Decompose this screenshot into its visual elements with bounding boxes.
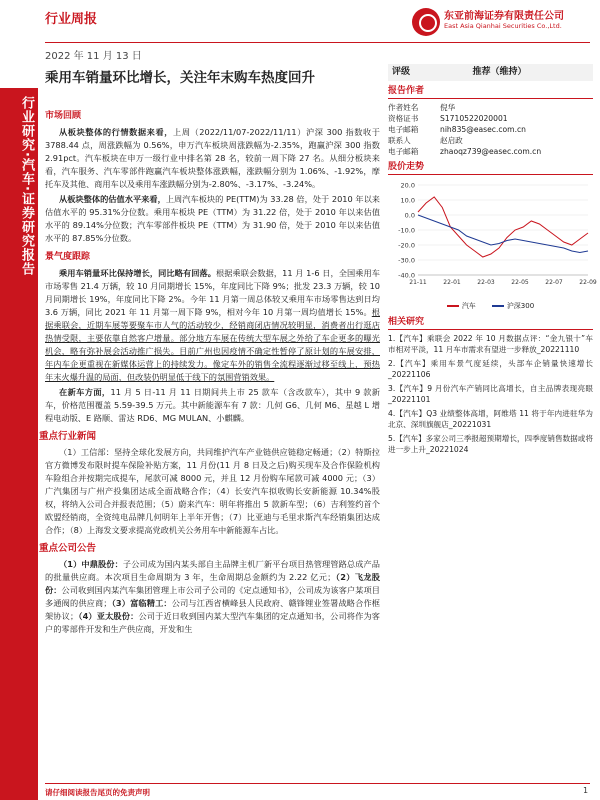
- author-row: [388, 146, 593, 157]
- author-field-label: 作者姓名: [388, 103, 419, 112]
- company-name-en: East Asia Qianhai Securities Co.,Ltd.: [444, 22, 562, 30]
- paragraph-news: （1）工信部：坚持全球化发展方向，共同维护汽车产业链供应链稳定畅通；（2）特斯拉官方微博发布限时提车保险补贴方案，11 月份(11 月 8 日及之后)购买现车及合作保险机构车险组合并按期完成提车，尾款可减 8000 元，并且 12 月份购车尾款可减 4000 元；（3）广汽集团与广州产投集团达成全面战略合作；（4）长安汽车拟收购长安新能源 10.34%股权，将纳入公司合并报表范围；（5）蔚来汽车：明年将推出 5 款新车型；（6）吉利签约首个欧盟经销商，全资纯电品牌几何明年上半年开售；（7）比亚迪与毛里求斯汽车经销集团达成合作；（8）上海发文要求提高党政机关公务用车中新能源车占比。: [45, 447, 380, 535]
- header-divider: [45, 42, 590, 43]
- report-title: 乘用车销量环比增长，关注年末购车热度回升: [45, 70, 315, 86]
- rating-value: 推荐（维持）: [472, 67, 527, 77]
- author-row: [388, 124, 593, 135]
- company-logo-icon: [412, 8, 440, 36]
- footer-divider: [45, 783, 590, 784]
- paragraph-new-cars: 在新车方面，11 月 5 日-11 月 11 日期间共上市 25 款车（含改款车），其中 9 款新车，价格范围覆盖 5.59-39.5 万元。其中新能源车有 7 款：几何 G6、几何 M6、星越 L 增程电动版、E 路顺、雷达 RD6、MG MULAN、小麒麟。: [45, 387, 380, 423]
- authors-list: [388, 102, 593, 157]
- y-tick-label: -40.0: [398, 271, 415, 280]
- sidebar-vertical-text: 行业研究·汽车·证券研究报告: [19, 96, 34, 276]
- author-field-value: 倪华: [440, 103, 456, 112]
- x-tick-label: 22-05: [511, 279, 529, 286]
- paragraph-market-2: 从板块整体的估值水平来看，上周汽车板块的 PE(TTM)为 33.28 倍，处于 2010 年以来估值水平的 95.31%分位数。乘用车板块 PE（TTM）为 31.22 倍，处于 2010 年以来估值水平的 89.14%分位数；汽车零部件板块 PE（TTM）为 31.90 倍，处于 2010 年以来估值水平的 87.85%分位数。: [45, 194, 380, 243]
- related-list: [388, 333, 593, 455]
- y-tick-label: -20.0: [398, 241, 415, 250]
- section-heading-prosperity: 景气度跟踪: [45, 252, 91, 262]
- related-heading: 相关研究: [388, 317, 593, 330]
- paragraph-sales: 乘用车销量环比保持增长，同比略有回落。根据乘联会数据，11 月 1-6 日，全国乘用车市场零售 21.4 万辆，较 10 月同期增长 15%，年度同比下降 9%；批发 23.3 万辆，较 10 月同期增长 19%，年度同比下降 2%。今年 11 月第一周总体较又乘用车市场零售达到日均 3.6 万辆，同比 2021 年 11 月第一周下降 9%，相对今年 10 月第一周均值增长 15%。根据乘联会，近期车展等要聚车市人气的活动较少，经销商闭店情况较明显，消费者出行逛店热情受限，主要依靠自然客户增量。部分地方车展在传统大型车展之外给了车企更多的曝光机会，略有弥补展会活动推广损失。目前广州也因疫情不确定性暂停了原计划的车展安排，年内车企更重视在新媒体运营上的持续发力。像定车外的销售全流程逐渐过移至线上，预热年末火爆升温的局面，但改装仍明显低于线下的氛围营销效果。: [45, 268, 380, 382]
- footer-disclaimer: 请仔细阅读报告尾页的免责声明: [45, 788, 150, 797]
- report-date: 2022 年 11 月 13 日: [45, 51, 142, 62]
- y-tick-label: -30.0: [398, 256, 415, 265]
- author-field-value: S1710522020001: [440, 114, 508, 123]
- related-report-item[interactable]: 3.【汽车】9 月份汽车产销同比高增长，自主品牌表现亮眼_20221101: [388, 384, 593, 404]
- y-tick-label: -10.0: [398, 226, 415, 235]
- related-report-item[interactable]: 5.【汽车】多家公司三季报超预期增长，四季度销售数据或将进一步上升_20221024: [388, 434, 593, 454]
- author-field-label: 电子邮箱: [388, 125, 419, 134]
- legend-item-auto: 汽车: [447, 301, 476, 312]
- related-report-item[interactable]: 2.【汽车】乘用车景气度延续，头部车企销量快速增长_20221106: [388, 359, 593, 379]
- author-field-value: 赵启政: [440, 136, 463, 145]
- x-tick-label: 22-07: [545, 279, 563, 286]
- rating-box: [388, 64, 593, 81]
- related-report-item[interactable]: 4.【汽车】Q3 业绩整体高增，阿维塔 11 将于年内进驻华为北京、深圳旗舰店_20221031: [388, 409, 593, 429]
- stock-chart-svg: [388, 179, 597, 291]
- author-field-label: 电子邮箱: [388, 147, 419, 156]
- y-tick-label: 10.0: [400, 196, 415, 205]
- main-column: [39, 104, 380, 638]
- related-report-item[interactable]: 1.【汽车】乘联会 2022 年 10 月数据点评：“金九银十”车市相对平淡，11 月车市需求有望进一步释放_20221110: [388, 334, 593, 354]
- y-tick-label: 20.0: [400, 181, 415, 190]
- author-field-value[interactable]: zhaoqz739@easec.com.cn: [440, 147, 542, 156]
- report-category: 行业周报: [45, 12, 98, 27]
- x-tick-label: 22-03: [477, 279, 495, 286]
- page-number: 1: [583, 786, 589, 795]
- section-heading-news: 重点行业新闻: [39, 431, 97, 442]
- paragraph-market-1: 从板块整体的行情数据来看，上周（2022/11/07-2022/11/11）沪深 300 指数收于 3788.44 点，周涨跌幅为 0.56%，申万汽车板块周涨跌幅为-2.35%，跑赢沪深 300 指数 2.91pct。汽车板块在申万一级行业中排名第 28 名，较前一周下降 27 名。从细分板块来看，汽车服务、汽车零部件跑赢汽车板块整体涨跌幅，涨跌幅分别为 1.06%、-1.92%，摩托车及其他、商用车以及乘用车涨跌幅分别为-2.80%、-3.17%、-3.24%。: [45, 127, 380, 189]
- x-tick-label: 22-09: [579, 279, 597, 286]
- rating-label: 评级: [392, 67, 411, 77]
- paragraph-announcements: （1）中鼎股份：子公司成为国内某头部自主品牌主机厂新平台项目热管理管路总成产品的批量供应商。本次项目生命周期为 3 年，生命周期总金额约为 2.22 亿元；（2）飞龙股份：公司收到国内某汽车集团管理上市公司子公司的《定点通知书》，公司成为该客户某项目多通阀的供应商；（3）富临精工：公司与江西省横峰县人民政府、赣锋锂业签署战略合作框架协议；（4）亚太股份：公司于近日收到国内某大型汽车集团的定点通知书，公司将作为客户的零部件开发和生产供应商，开发和生: [45, 559, 380, 634]
- author-row: [388, 135, 593, 146]
- author-field-label: 资格证书: [388, 114, 419, 123]
- x-tick-label: 21-11: [409, 279, 427, 286]
- section-heading-announcements: 重点公司公告: [39, 543, 97, 554]
- legend-item-hs300: 沪深300: [492, 301, 534, 312]
- author-field-value[interactable]: nih835@easec.com.cn: [440, 125, 526, 134]
- author-row: [388, 113, 593, 124]
- y-tick-label: 0.0: [404, 211, 415, 220]
- chart-heading: 股价走势: [388, 162, 593, 175]
- section-heading-market: 市场回顾: [45, 111, 82, 121]
- chart-legend: [388, 301, 593, 312]
- author-row: [388, 102, 593, 113]
- stock-chart: [388, 179, 597, 299]
- side-column: [388, 64, 597, 458]
- x-tick-label: 22-01: [443, 279, 461, 286]
- authors-heading: 报告作者: [388, 86, 593, 99]
- company-name-cn: 东亚前海证券有限责任公司: [444, 11, 564, 22]
- series-line-hs300: [418, 215, 588, 253]
- author-field-label: 联系人: [388, 136, 411, 145]
